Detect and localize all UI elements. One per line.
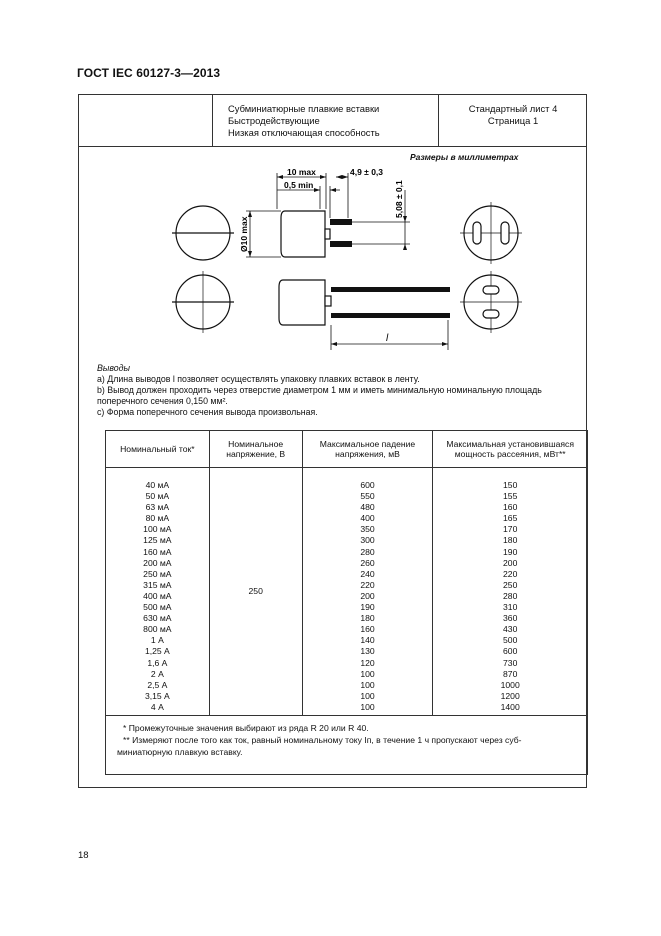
dimensions-note: Размеры в миллиметрах [410, 152, 519, 162]
fuse-body [281, 211, 325, 257]
current-column: 40 мА 50 мА 63 мА 80 мА 100 мА 125 мА 160 мА 200 мА 250 мА 315 мА 400 мА 500 мА 630 мА 800 мА 1 А 1,25 А 1,6 А 2 А 2,5 А 3,15 А 4 А [106, 468, 210, 716]
leads-notes [97, 363, 577, 418]
note-a: а) Длина выводов l позволяет осуществлять упаковку плавких вставок в ленту. [97, 374, 420, 384]
footnote: * Промежуточные значения выбирают из ряда R 20 или R 40. [123, 723, 369, 733]
lead-wire [330, 241, 352, 247]
power-column: 150 155 160 165 170 180 190 200 220 250 280 310 360 430 500 600 730 870 1000 1200 1400 [433, 468, 588, 716]
dim-label: Ø10 max [239, 216, 249, 252]
col-header: Максимальное падение напряжения, мВ [302, 431, 433, 468]
note-b-cont: поперечного сечения 0,150 мм². [97, 396, 228, 406]
table-header-row [106, 431, 588, 468]
page-label: Страница 1 [487, 115, 539, 127]
note-c: с) Форма поперечного сечения вывода произвольная. [97, 407, 318, 417]
table-footnotes [117, 722, 577, 758]
dim-label: 10 max [287, 167, 316, 177]
col-header: Максимальная установившаяся мощность рассеяния, мВт** [433, 431, 588, 468]
lead-wire [330, 219, 352, 225]
dim-label: l [386, 333, 389, 344]
page-number: 18 [78, 850, 89, 861]
footnote: миниатюрную плавкую вставку. [117, 747, 243, 757]
dim-label: 4,9 ± 0,3 [350, 167, 384, 177]
lead-wire [331, 287, 450, 292]
voltage-cell: 250 [209, 468, 302, 716]
header-line: Субминиатюрные плавкие вставки [228, 103, 380, 114]
dim-label: 0,5 min [284, 180, 314, 190]
fuse-drawing [0, 0, 661, 360]
document-title: ГОСТ IEC 60127-3—2013 [77, 66, 221, 80]
dim-label: 5,08 ± 0,1 [394, 180, 404, 218]
table-row [106, 468, 588, 716]
note-b: b) Вывод должен проходить через отверстие диаметром 1 мм и иметь минимальную номинальную площадь [97, 385, 542, 395]
notes-heading: Выводы [97, 363, 130, 373]
lead-wire [331, 313, 450, 318]
footnote: ** Измеряют после того как ток, равный номинальному току Iп, в течение 1 ч пропускают через суб- [123, 735, 522, 745]
col-header: Номинальный ток* [106, 431, 210, 468]
header-line: Низкая отключающая способность [228, 127, 380, 139]
header-line: Быстродействующие [228, 115, 320, 127]
col-header: Номинальное напряжение, В [209, 431, 302, 468]
fuse-body [279, 280, 325, 325]
voltage-drop-column: 600 550 480 400 350 300 280 260 240 220 200 190 180 160 140 130 120 100 100 100 100 [302, 468, 433, 716]
standard-sheet: Стандартный лист 4 [468, 103, 558, 114]
